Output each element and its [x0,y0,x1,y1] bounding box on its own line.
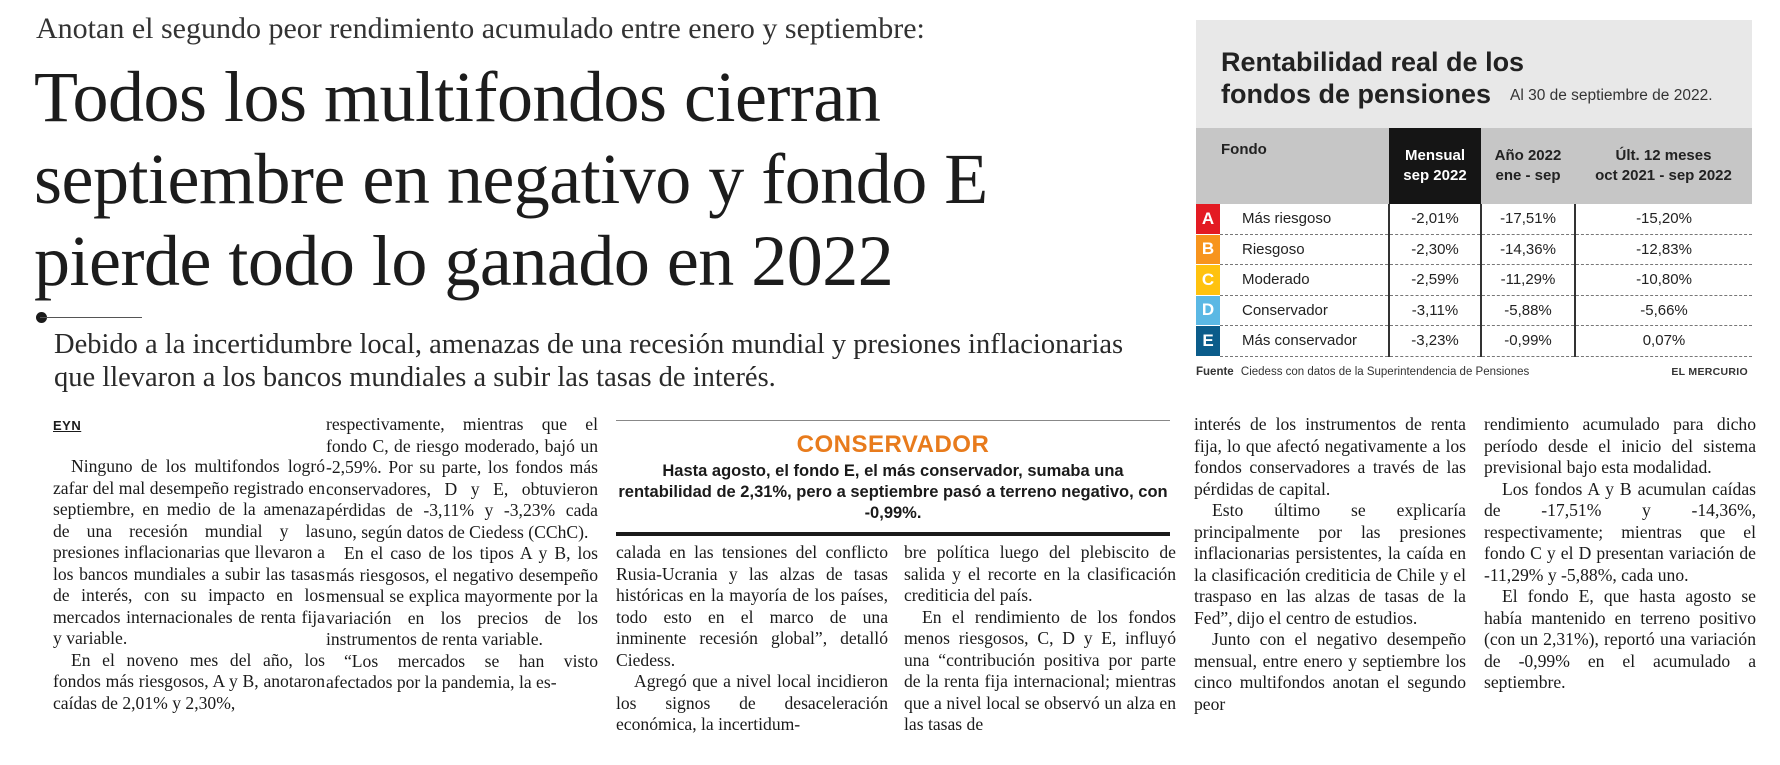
brand: EL MERCURIO [1671,366,1748,378]
column-1 [53,456,325,714]
header-ult12: Últ. 12 meses oct 2021 - sep 2022 [1575,128,1752,204]
fund-letter-badge: D [1196,295,1220,326]
table-row [1196,234,1752,265]
value-mensual: -2,30% [1389,234,1481,265]
table-row [1196,204,1752,234]
fund-letter-badge: E [1196,326,1220,357]
paragraph: El fondo E, que hasta agosto se había mantenido en terreno positivo (con un 2,31%), reportó una variación de -0,99% en el acumulado a septiembre. [1484,586,1756,692]
header-mensual: Mensual sep 2022 [1389,128,1481,204]
fund-letter-badge: A [1196,204,1220,234]
value-ult12: 0,07% [1575,326,1752,357]
column-6 [1484,414,1756,694]
fund-label: Conservador [1220,295,1389,326]
table-row [1196,326,1752,357]
paragraph: interés de los instrumentos de renta fija, lo que afectó negativamente a los fondos conservadores a través de las pérdidas de capital. [1194,414,1466,499]
paragraph: Agregó que a nivel local incidieron los signos de desaceleración económica, la incertidum- [616,671,888,734]
value-ult12: -5,66% [1575,295,1752,326]
paragraph: respectivamente, mientras que el fondo C, de riesgo moderado, bajó un -2,59%. Por su parte, los fondos más conservadores, D y E, obtuvieron pérdidas de -3,11% y -3,23% cada uno, según datos de Ciedess (CChC). [326,414,598,542]
paragraph: Esto último se explicaría principalmente por las presiones inflacionarias persistentes, la caída en la clasificación crediticia de Chile y el traspaso en las alzas de tasas de la Fed”, dijo el centro de estudios. [1194,500,1466,628]
kicker: Anotan el segundo peor rendimiento acumulado entre enero y septiembre: [36,12,925,45]
value-anio: -14,36% [1481,234,1575,265]
value-anio: -11,29% [1481,265,1575,296]
table-header-row [1196,128,1752,204]
table-row [1196,265,1752,296]
value-mensual: -3,23% [1389,326,1481,357]
infobox [1196,20,1752,382]
value-mensual: -2,01% [1389,204,1481,234]
value-mensual: -3,11% [1389,295,1481,326]
paragraph: En el noveno mes del año, los fondos más riesgosos, A y B, anotaron caídas de 2,01% y 2,30%, [53,649,325,713]
header-anio: Año 2022 ene - sep [1481,128,1575,204]
fund-label: Más riesgoso [1220,204,1389,234]
infobox-header [1196,20,1752,128]
column-5 [1194,414,1466,715]
paragraph: Ninguno de los multifondos logró zafar del mal desempeño registrado en septiembre, en medio de la amenaza de una recesión mundial y las presiones inflacionarias que llevaron a los bancos mundiales a subir las tasas de interés, con su impacto en los mercados internacionales de renta fija y variable. [53,456,325,648]
infobox-date: Al 30 de septiembre de 2022. [1510,87,1713,104]
source-label: Fuente [1196,366,1234,378]
pullquote [616,420,1170,536]
fund-label: Moderado [1220,265,1389,296]
paragraph: En el rendimiento de los fondos menos riesgosos, C, D y E, influyó una “contribución positiva por parte de la renta fija internacional; mientras que a nivel local se observó un alza en las tasas de [904,606,1176,734]
rule-line [40,317,142,318]
value-ult12: -10,80% [1575,265,1752,296]
infobox-title [1221,46,1524,110]
infobox-title-line1: Rentabilidad real de los [1221,47,1525,77]
deck: Debido a la incertidumbre local, amenazas de una recesión mundial y presiones inflacionarias que llevaron a los bancos mundiales a subir las tasas de interés. [54,329,1124,393]
pension-table [1196,128,1752,357]
infobox-footer [1196,366,1752,378]
byline: EYN [53,418,82,433]
paragraph: Junto con el negativo desempeño mensual, entre enero y septiembre los cinco multifondos anotan el segundo peor [1194,629,1466,714]
source-text: Ciedess con datos de la Superintendencia de Pensiones [1240,366,1530,378]
fund-label: Más conservador [1220,326,1389,357]
headline: Todos los multifondos cierran septiembre en negativo y fondo E pierde todo lo ganado en 2022 [34,57,988,301]
paragraph: rendimiento acumulado para dicho período desde el inicio del sistema previsional bajo esta modalidad. [1484,414,1756,477]
column-4 [904,542,1176,736]
paragraph: En el caso de los tipos A y B, los más riesgosos, el negativo desempeño mensual se explica mayormente por la variación en los precios de los instrumentos de renta variable. [326,543,598,649]
value-anio: -5,88% [1481,295,1575,326]
value-ult12: -12,83% [1575,234,1752,265]
paragraph: “Los mercados se han visto afectados por la pandemia, la es- [326,650,598,692]
fund-letter-badge: C [1196,265,1220,296]
table-row [1196,295,1752,326]
paragraph: Los fondos A y B acumulan caídas de -17,51% y -14,36%, respectivamente; mientras que el fondo C y el D presentan variación de -11,29% y -5,88%, cada uno. [1484,478,1756,585]
paragraph: calada en las tensiones del conflicto Rusia-Ucrania y las alzas de tasas históricas en la mayoría de los países, todo esto en el marco de una inminente recesión global”, detalló Ciedess. [616,542,888,670]
value-anio: -17,51% [1481,204,1575,234]
fund-label: Riesgoso [1220,234,1389,265]
pullquote-text: Hasta agosto, el fondo E, el más conservador, sumaba una rentabilidad de 2,31%, pero a septiembre pasó a terreno negativo, con -0,99%. [618,462,1168,522]
column-3 [616,542,888,736]
pullquote-title: CONSERVADOR [796,431,990,458]
infobox-title-line2: fondos de pensiones [1221,79,1492,109]
paragraph: bre política luego del plebiscito de salida y el recorte en la clasificación crediticia del país. [904,542,1176,605]
column-2 [326,414,598,694]
value-anio: -0,99% [1481,326,1575,357]
header-fondo: Fondo [1196,128,1389,204]
value-ult12: -15,20% [1575,204,1752,234]
value-mensual: -2,59% [1389,265,1481,296]
fund-letter-badge: B [1196,234,1220,265]
